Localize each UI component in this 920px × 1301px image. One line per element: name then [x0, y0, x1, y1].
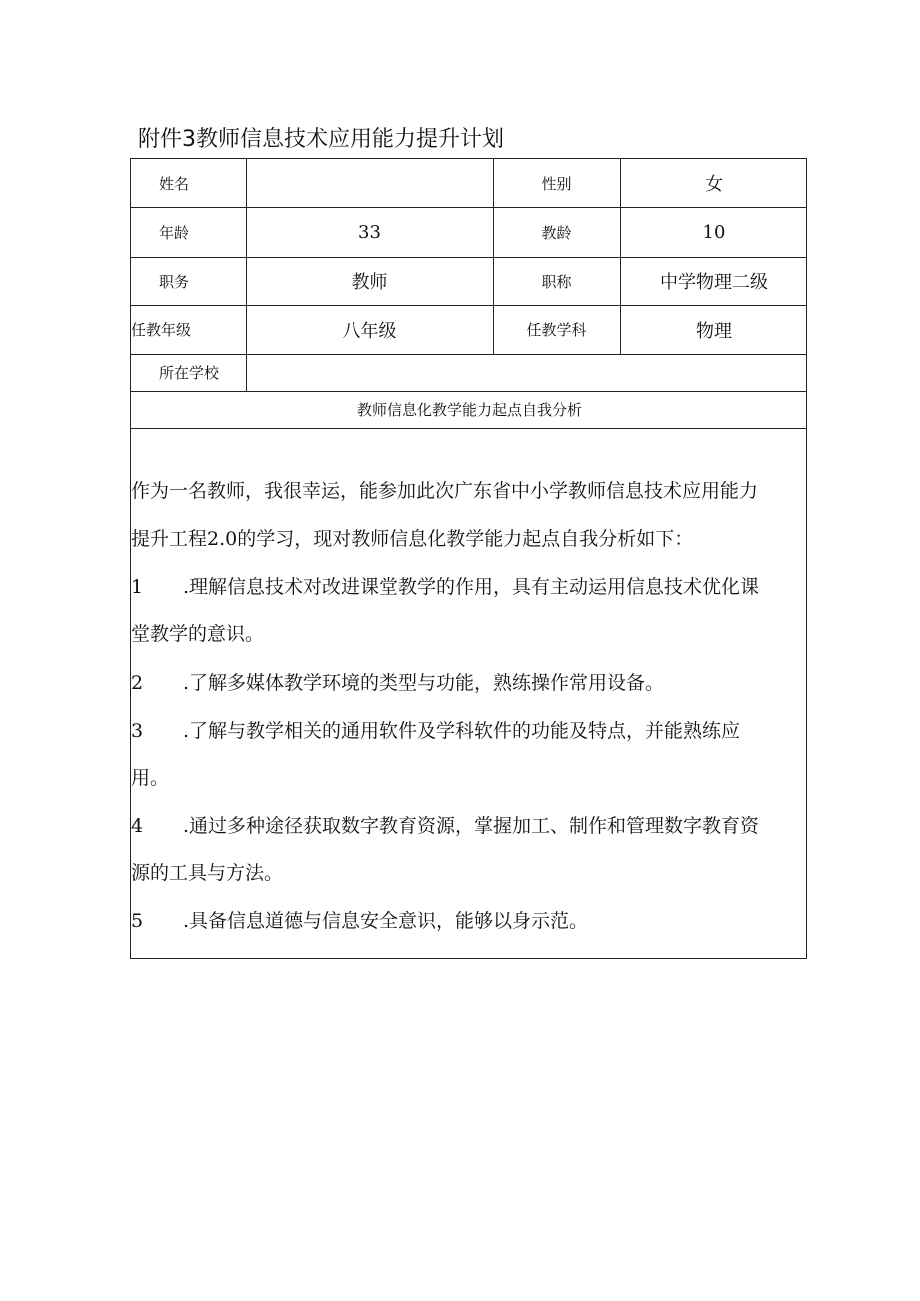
gender-label: 性别	[541, 174, 572, 193]
gender-value: 女	[705, 174, 723, 195]
item-number: 5	[131, 910, 144, 932]
analysis-heading: 教师信息化教学能力起点自我分析	[356, 401, 582, 419]
item-number: 3	[131, 720, 144, 742]
intro-line: 提升工程2.0的学习，现对教师信息化教学能力起点自我分析如下：	[131, 528, 694, 550]
item-number: 1	[131, 576, 144, 598]
name-value	[246, 159, 493, 207]
grade-value: 八年级	[342, 320, 397, 342]
item-text: .了解多媒体教学环境的类型与功能，熟练操作常用设备。	[183, 672, 665, 694]
school-value	[246, 354, 808, 391]
position-label: 职务	[159, 272, 190, 291]
subject-value: 物理	[696, 320, 732, 342]
name-label: 姓名	[159, 174, 190, 193]
school-label: 所在学校	[159, 364, 220, 382]
item-text: .通过多种途径获取数字教育资源，掌握加工、制作和管理数字教育资	[183, 815, 760, 837]
document-title: 附件3教师信息技术应用能力提升计划	[138, 127, 504, 152]
item-number: 2	[131, 672, 144, 694]
teaching-years-value: 10	[702, 221, 726, 243]
item-text: .了解与教学相关的通用软件及学科软件的功能及特点，并能熟练应	[183, 720, 741, 742]
rank-value: 中学物理二级	[660, 272, 768, 293]
item-continuation: 源的工具与方法。	[131, 862, 284, 884]
teaching-years-label: 教龄	[541, 223, 572, 242]
age-value: 33	[358, 221, 381, 243]
position-value: 教师	[351, 272, 388, 293]
item-continuation: 堂教学的意识。	[131, 623, 265, 645]
item-text: .具备信息道德与信息安全意识，能够以身示范。	[183, 910, 589, 932]
age-label: 年龄	[159, 223, 190, 242]
intro-line: 作为一名教师，我很幸运，能参加此次广东省中小学教师信息技术应用能力	[131, 480, 759, 502]
subject-label: 任教学科	[526, 321, 587, 339]
row-divider	[131, 428, 806, 429]
grade-label: 任教年级	[131, 321, 192, 339]
plan-form-table	[130, 158, 807, 959]
item-continuation: 用。	[131, 767, 170, 789]
item-number: 4	[131, 815, 144, 837]
rank-label: 职称	[541, 272, 572, 291]
item-text: .理解信息技术对改进课堂教学的作用，具有主动运用信息技术优化课	[183, 576, 760, 598]
